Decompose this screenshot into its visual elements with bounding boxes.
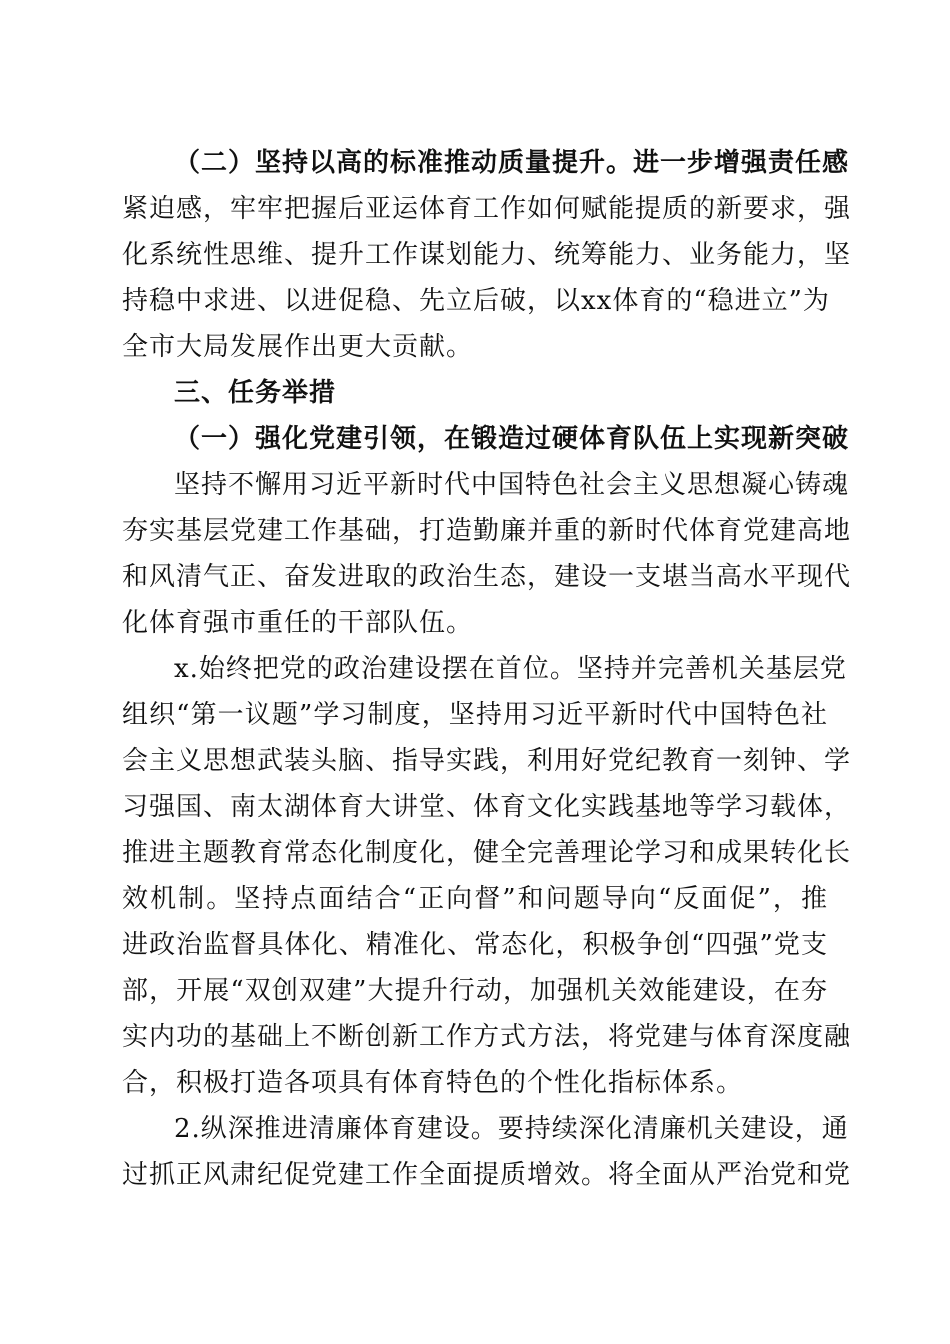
paragraph-quality-improvement [122,140,852,370]
paragraph-line: 部，开展“双创双建”大提升行动，加强机关效能建设，在夯 [122,976,828,1006]
paragraph-line: 全市大局发展作出更大贡献。 [122,332,474,362]
paragraph-line: 推进主题教育常态化制度化，健全完善理论学习和成果转化长 [122,838,852,868]
paragraph-line: 效机制。坚持点面结合“正向督”和问题导向“反面促”，推 [122,884,828,914]
paragraph-line: 习强国、南太湖体育大讲堂、体育文化实践基地等学习载体， [122,792,852,822]
paragraph-line: 持稳中求进、以进促稳、先立后破，以xx体育的“稳进立”为 [122,286,830,316]
paragraph-line: 化系统性思维、提升工作谋划能力、统筹能力、业务能力，坚 [122,240,852,270]
paragraph-line: 2.纵深推进清廉体育建设。要持续深化清廉机关建设，通 [174,1114,849,1144]
paragraph-line: 和风清气正、奋发进取的政治生态，建设一支堪当高水平现代 [122,562,852,592]
paragraph-line: 紧迫感，牢牢把握后亚运体育工作如何赋能提质的新要求，强 [122,194,852,224]
document-body [122,140,852,1198]
paragraph-party-building [122,462,852,646]
paragraph-line: 合，积极打造各项具有体育特色的个性化指标体系。 [122,1068,744,1098]
paragraph-line: 化体育强市重任的干部队伍。 [122,608,474,638]
paragraph-clean-sports [122,1106,852,1198]
paragraph-line: 进政治监督具体化、精准化、常态化，积极争创“四强”党支 [122,930,828,960]
paragraph-line: 组织“第一议题”学习制度，坚持用习近平新时代中国特色社 [122,700,828,730]
paragraph-line: （二）坚持以高的标准推动质量提升。进一步增强责任感 [174,148,850,178]
paragraph-line: x.始终把党的政治建设摆在首位。坚持并完善机关基层党 [174,654,847,684]
paragraph-line: 坚持不懈用习近平新时代中国特色社会主义思想凝心铸魂 [174,470,850,500]
paragraph-line: 实内功的基础上不断创新工作方式方法，将党建与体育深度融 [122,1022,852,1052]
section-heading: 三、任务举措 [174,378,337,408]
subsection-heading: （一）强化党建引领，在锻造过硬体育队伍上实现新突破 [174,424,850,454]
paragraph-political-construction [122,646,852,1106]
paragraph-line: 过抓正风肃纪促党建工作全面提质增效。将全面从严治党和党 [122,1160,852,1190]
paragraph-line: 会主义思想武装头脑、指导实践，利用好党纪教育一刻钟、学 [122,746,852,776]
paragraph-line: 夯实基层党建工作基础，打造勤廉并重的新时代体育党建高地 [122,516,852,546]
